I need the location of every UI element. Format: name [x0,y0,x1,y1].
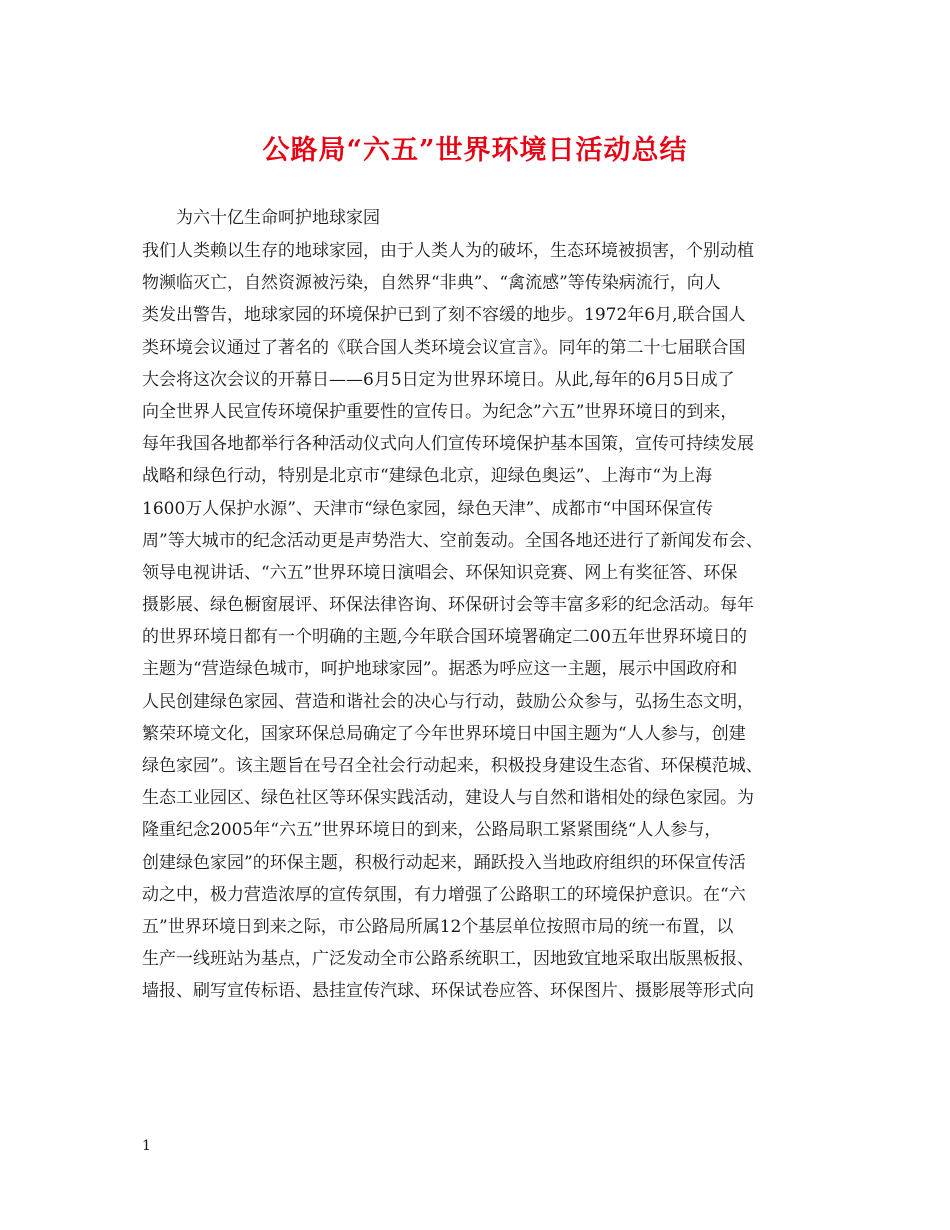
text-line: 类环境会议通过了著名的《联合国人类环境会议宣言》。同年的第二十七届联合国 [142,337,746,358]
text-line: 摄影展、绿色橱窗展评、环保法律咨询、环保研讨会等丰富多彩的纪念活动。每年 [142,595,754,616]
text-line: 周”等大城市的纪念活动更是声势浩大、空前轰动。全国各地还进行了新闻发布会、 [142,530,763,551]
text-line: 类发出警告，地球家园的环境保护已到了刻不容缓的地步。1972年6月,联合国人 [142,305,746,326]
text-line: 墙报、刷写宣传标语、悬挂宣传汽球、环保试卷应答、环保图片、摄影展等形式向 [142,981,754,1002]
text-line: 领导电视讲话、“六五”世界环境日演唱会、环保知识竞赛、网上有奖征答、环保 [142,562,738,583]
text-line: 动之中，极力营造浓厚的宣传氛围，有力增强了公路职工的环境保护意识。在“六 [142,884,746,905]
document-subtitle: 为六十亿生命呵护地球家园 [176,208,380,228]
text-line: 每年我国各地都举行各种活动仪式向人们宣传环境保护基本国策，宣传可持续发展 [142,434,754,455]
text-line: 五”世界环境日到来之际，市公路局所属12个基层单位按照市局的统一布置，以 [142,916,734,937]
page-number: 1 [142,1138,151,1154]
text-line: 生态工业园区、绿色社区等环保实践活动，建设人与自然和谐相处的绿色家园。为 [142,788,754,809]
body-paragraph [142,235,822,1008]
document-title: 公路局“六五”世界环境日活动总结 [262,135,688,166]
text-line: 向全世界人民宣传环境保护重要性的宣传日。为纪念”六五”世界环境日的到来， [142,401,738,422]
text-line: 主题为“营造绿色城市，呵护地球家园”。据悉为呼应这一主题，展示中国政府和 [142,659,738,680]
text-line: 的世界环境日都有一个明确的主题,今年联合国环境署确定二00五年世界环境日的 [142,627,748,648]
text-line: 创建绿色家园”的环保主题，积极行动起来，踊跃投入当地政府组织的环保宣传活 [142,852,746,873]
text-line: 我们人类赖以生存的地球家园，由于人类人为的破坏，生态环境被损害，个别动植 [142,241,754,261]
text-line: 繁荣环境文化，国家环保总局确定了今年世界环境日中国主题为“人人参与，创建 [142,723,746,744]
text-line: 大会将这次会议的开幕日——6月5日定为世界环境日。从此,每年的6月5日成了 [142,369,735,390]
text-line: 隆重纪念2005年“六五”世界环境日的到来，公路局职工紧紧围绕“人人参与， [142,820,722,841]
text-line: 1600万人保护水源”、天津市“绿色家园，绿色天津”、成都市“中国环保宣传 [142,498,714,519]
text-line: 人民创建绿色家园、营造和谐社会的决心与行动，鼓励公众参与，弘扬生态文明， [142,691,754,712]
text-line: 战略和绿色行动，特别是北京市“建绿色北京，迎绿色奥运”、上海市“为上海 [142,466,713,487]
text-line: 生产一线班站为基点，广泛发动全市公路系统职工，因地致宜地采取出版黑板报、 [142,949,754,970]
text-line: 物濒临灭亡，自然资源被污染，自然界“非典”、“禽流感”等传染病流行，向人 [142,273,721,294]
text-line: 绿色家园”。该主题旨在号召全社会行动起来，积极投身建设生态省、环保模范城、 [142,756,763,776]
